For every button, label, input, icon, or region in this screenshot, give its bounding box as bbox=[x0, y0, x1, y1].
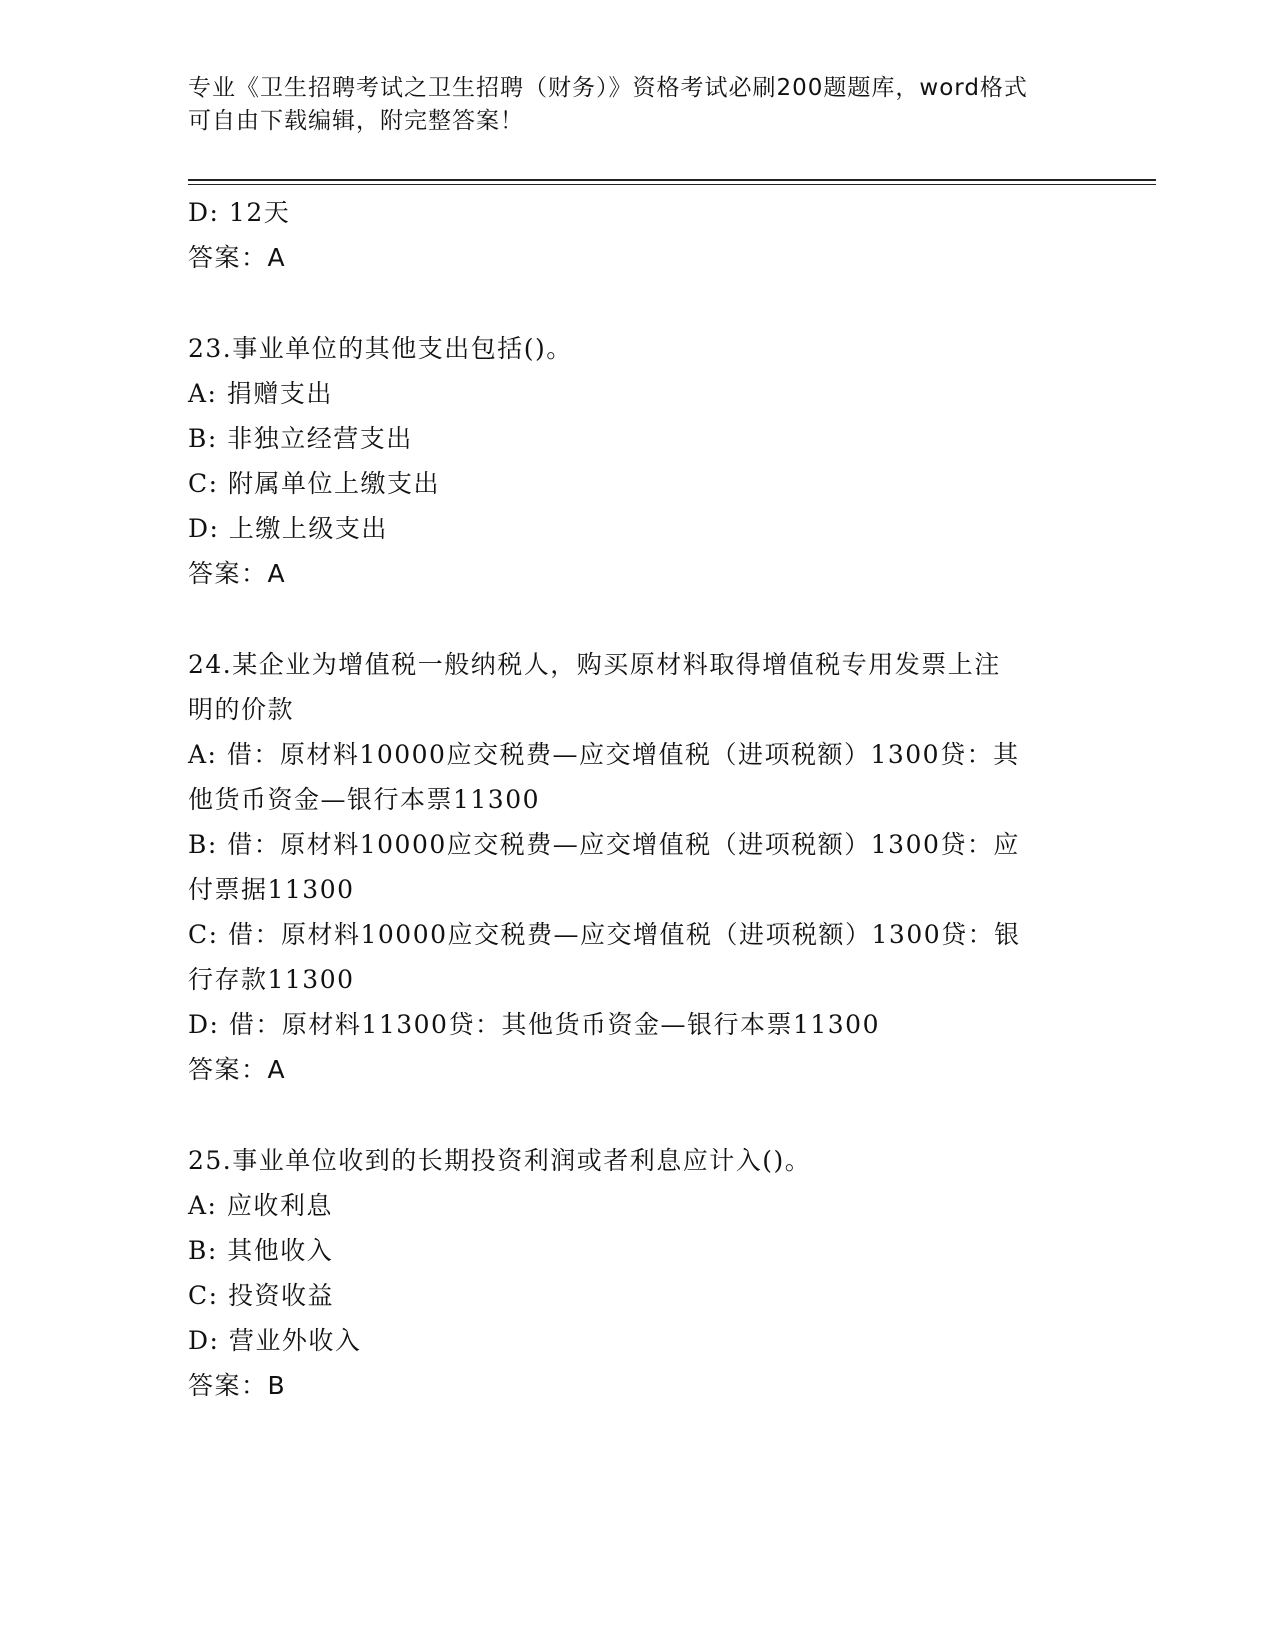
option-b-line-1: B: 借：原材料10000应交税费—应交增值税（进项税额）1300贷：应 bbox=[188, 830, 1020, 859]
option-c-line-2: 行存款11300 bbox=[188, 965, 355, 994]
document-header bbox=[188, 72, 1068, 138]
answer: 答案：A bbox=[188, 1055, 287, 1084]
option-b: B: 非独立经营支出 bbox=[188, 424, 413, 453]
header-title-line-2: 可自由下载编辑，附完整答案！ bbox=[188, 108, 524, 134]
spacer bbox=[188, 1092, 1088, 1138]
option-a-line-1: A: 借：原材料10000应交税费—应交增值税（进项税额）1300贷：其 bbox=[188, 740, 1020, 769]
option-a: A: 应收利息 bbox=[188, 1191, 333, 1220]
spacer bbox=[188, 280, 1088, 326]
header-title-line-1: 专业《卫生招聘考试之卫生招聘（财务）》资格考试必刷200题题库，word格式 bbox=[188, 75, 1028, 101]
question-stem-line-1: 24.某企业为增值税一般纳税人，购买原材料取得增值税专用发票上注 bbox=[188, 650, 1001, 679]
question-stem-line-2: 明的价款 bbox=[188, 695, 295, 724]
option-d: D: 上缴上级支出 bbox=[188, 514, 388, 543]
answer: 答案：A bbox=[188, 243, 287, 272]
question-stem: 25.事业单位收到的长期投资利润或者利息应计入()。 bbox=[188, 1146, 812, 1175]
question-24 bbox=[188, 642, 1088, 1092]
option-d: D: 营业外收入 bbox=[188, 1326, 362, 1355]
option-d: D: 12天 bbox=[188, 198, 291, 227]
option-b-line-2: 付票据11300 bbox=[188, 875, 355, 904]
spacer bbox=[188, 596, 1088, 642]
question-stem: 23.事业单位的其他支出包括()。 bbox=[188, 334, 573, 363]
answer: 答案：A bbox=[188, 559, 287, 588]
option-b: B: 其他收入 bbox=[188, 1236, 334, 1265]
document-body bbox=[188, 190, 1088, 1408]
question-25 bbox=[188, 1138, 1088, 1408]
header-divider-thick bbox=[188, 179, 1156, 181]
option-c: C: 投资收益 bbox=[188, 1281, 334, 1310]
question-22-tail bbox=[188, 190, 1088, 280]
option-c: C: 附属单位上缴支出 bbox=[188, 469, 440, 498]
option-d: D: 借：原材料11300贷：其他货币资金—银行本票11300 bbox=[188, 1010, 880, 1039]
header-divider-thin bbox=[188, 184, 1156, 185]
question-23 bbox=[188, 326, 1088, 596]
option-a: A: 捐赠支出 bbox=[188, 379, 333, 408]
answer: 答案：B bbox=[188, 1371, 287, 1400]
option-c-line-1: C: 借：原材料10000应交税费—应交增值税（进项税额）1300贷：银 bbox=[188, 920, 1021, 949]
option-a-line-2: 他货币资金—银行本票11300 bbox=[188, 785, 541, 814]
